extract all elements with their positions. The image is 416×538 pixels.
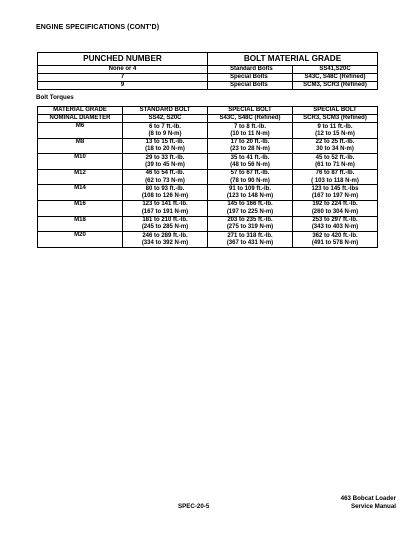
special-bolt-2-torque-cell: (260 to 304 N-m) [293, 208, 378, 216]
bolt-size-cell: M12 [38, 169, 123, 177]
punched-table-row [38, 66, 378, 74]
torque-table-row [38, 154, 378, 162]
torque-table-row [38, 232, 378, 240]
torque-table-row [38, 138, 378, 146]
special-bolt-2-torque-cell: 45 to 52 ft.-lb. [293, 154, 378, 162]
torque-table-row [38, 208, 378, 216]
bolt-size-cell [38, 130, 123, 138]
special-bolt-2-torque-cell: 362 to 420 ft.-lb. [293, 232, 378, 240]
bolt-material-grade-header: BOLT MATERIAL GRADE [208, 53, 378, 66]
special-bolt-1-torque-cell: 35 to 41 ft.-lb. [208, 154, 293, 162]
bolt-size-cell [38, 161, 123, 169]
standard-bolt-torque-cell: (245 to 285 N-m) [123, 224, 208, 232]
bolt-size-cell: M16 [38, 200, 123, 208]
special-bolt-2-torque-cell: 9 to 11 ft.-lb. [293, 123, 378, 131]
special-bolt-2-torque-cell: ( 103 to 118 N-m) [293, 177, 378, 185]
bolt-size-cell: M18 [38, 216, 123, 224]
punched-table-row [38, 74, 378, 82]
punched-table-header-row [38, 53, 378, 66]
material-grade-cell: S43C, S48C (Refined) [293, 74, 378, 82]
material-grade-header: MATERIAL GRADE [38, 107, 123, 115]
page-title: ENGINE SPECIFICATIONS (CONT'D) [36, 24, 160, 31]
special-bolt-1-torque-cell: 203 to 235 ft.-lb. [208, 216, 293, 224]
torque-table-row [38, 123, 378, 131]
bolt-size-cell: M6 [38, 123, 123, 131]
standard-bolt-torque-cell: 46 to 54 ft.-lb. [123, 169, 208, 177]
torque-table-row [38, 239, 378, 247]
standard-bolt-torque-cell: 13 to 15 ft.-lb. [123, 138, 208, 146]
special-bolt-2-torque-cell: 253 to 297 ft.-lb. [293, 216, 378, 224]
bolt-size-cell: M10 [38, 154, 123, 162]
special-bolt-header-2: SPECIAL BOLT [293, 107, 378, 115]
bolt-size-cell [38, 239, 123, 247]
special-bolt-1-torque-cell: 17 to 20 ft.-lb. [208, 138, 293, 146]
torque-table-row [38, 130, 378, 138]
footer-title [316, 495, 396, 511]
standard-bolt-torque-cell: (334 to 392 N-m) [123, 239, 208, 247]
special-bolt-2-torque-cell: (491 to 578 N-m) [293, 239, 378, 247]
punched-number-header: PUNCHED NUMBER [38, 53, 208, 66]
special-bolt-1-torque-cell: (23 to 28 N-m) [208, 146, 293, 154]
special-bolt-1-torque-cell: 271 to 318 ft.-lb. [208, 232, 293, 240]
standard-bolt-torque-cell: (18 to 20 N-m) [123, 146, 208, 154]
special-bolt-1-torque-cell: 91 to 109 ft.-lb. [208, 185, 293, 193]
bolt-size-cell: M14 [38, 185, 123, 193]
torque-table-row [38, 200, 378, 208]
torque-table-row [38, 216, 378, 224]
special-bolt-1-torque-cell: (123 to 148 N-m) [208, 193, 293, 201]
bolt-size-cell: M20 [38, 232, 123, 240]
punched-table-row [38, 82, 378, 90]
standard-bolt-header: STANDARD BOLT [123, 107, 208, 115]
bolt-type-cell: Standard Bolts [208, 66, 293, 74]
standard-bolt-torque-cell: 246 to 289 ft.-lb. [123, 232, 208, 240]
footer-model: 463 Bobcat Loader [340, 495, 396, 502]
special-bolt-1-torque-cell: (367 to 431 N-m) [208, 239, 293, 247]
standard-bolt-torque-cell: 123 to 141 ft.-lb. [123, 200, 208, 208]
standard-bolt-torque-cell: (62 to 73 N-m) [123, 177, 208, 185]
standard-bolt-torque-cell: (108 to 126 N-m) [123, 193, 208, 201]
material-grade-cell: SCM3, SCR3 (Refined) [293, 82, 378, 90]
special-bolt-1-torque-cell: 145 to 166 ft.-lb. [208, 200, 293, 208]
special-bolt-1-torque-cell: (78 to 90 N-m) [208, 177, 293, 185]
bolt-size-cell [38, 193, 123, 201]
torque-subheader-row [38, 115, 378, 123]
special-bolt-2-torque-cell: (61 to 71 N-m) [293, 161, 378, 169]
footer-manual: Service Manual [350, 502, 396, 510]
special-bolt-2-torque-cell: (343 to 403 N-m) [293, 224, 378, 232]
bolt-size-cell [38, 224, 123, 232]
special-bolt-grade-1: S43C, S48C (Refined) [208, 115, 293, 123]
standard-bolt-torque-cell: (39 to 45 N-m) [123, 161, 208, 169]
special-bolt-1-torque-cell: (48 to 56 N-m) [208, 161, 293, 169]
nominal-diameter-header: NOMINAL DIAMETER [38, 115, 123, 123]
bolt-torques-table [37, 106, 378, 248]
special-bolt-header-1: SPECIAL BOLT [208, 107, 293, 115]
bolt-type-cell: Special Bolts [208, 82, 293, 90]
torque-table-row [38, 146, 378, 154]
special-bolt-2-torque-cell: 22 to 25 ft.-lb. [293, 138, 378, 146]
standard-bolt-torque-cell: (167 to 191 N-m) [123, 208, 208, 216]
special-bolt-1-torque-cell: 57 to 67 ft.-lb. [208, 169, 293, 177]
special-bolt-1-torque-cell: (275 to 319 N-m) [208, 224, 293, 232]
material-grade-cell: SS41,S20C [293, 66, 378, 74]
bolt-torques-label: Bolt Torques [36, 94, 74, 101]
standard-bolt-torque-cell: 29 to 33 ft.-lb. [123, 154, 208, 162]
special-bolt-2-torque-cell: 123 to 145 ft.-lbs [293, 185, 378, 193]
special-bolt-grade-2: SCR3, SCM3 (Refined) [293, 115, 378, 123]
standard-bolt-torque-cell: (8 to 9 N-m) [123, 130, 208, 138]
bolt-size-cell [38, 177, 123, 185]
special-bolt-2-torque-cell: 192 to 224 ft.-lb. [293, 200, 378, 208]
bolt-size-cell [38, 208, 123, 216]
special-bolt-2-torque-cell: (12 to 15 N-m) [293, 130, 378, 138]
special-bolt-1-torque-cell: (10 to 11 N-m) [208, 130, 293, 138]
torque-table-row [38, 177, 378, 185]
special-bolt-2-torque-cell: 30 to 34 N-m) [293, 146, 378, 154]
punched-number-table [37, 52, 378, 90]
torque-table-row [38, 185, 378, 193]
bolt-size-cell [38, 146, 123, 154]
torque-header-row [38, 107, 378, 115]
punched-number-cell: 7 [38, 74, 208, 82]
torque-table-row [38, 169, 378, 177]
standard-bolt-torque-cell: 181 to 210 ft.-lb. [123, 216, 208, 224]
bolt-size-cell: M8 [38, 138, 123, 146]
bolt-type-cell: Special Bolts [208, 74, 293, 82]
special-bolt-2-torque-cell: (167 to 197 N-m) [293, 193, 378, 201]
standard-bolt-torque-cell: 80 to 93 ft.-lb. [123, 185, 208, 193]
special-bolt-1-torque-cell: 7 to 8 ft.-lb. [208, 123, 293, 131]
standard-bolt-torque-cell: 6 to 7 ft.-lb. [123, 123, 208, 131]
special-bolt-2-torque-cell: 76 to 87 ft.-lb. [293, 169, 378, 177]
torque-table-row [38, 224, 378, 232]
punched-number-cell: None or 4 [38, 66, 208, 74]
torque-table-row [38, 193, 378, 201]
standard-bolt-grade: SS42, S20C [123, 115, 208, 123]
page-number: SPEC-20-5 [178, 503, 210, 510]
torque-table-row [38, 161, 378, 169]
punched-number-cell: 9 [38, 82, 208, 90]
special-bolt-1-torque-cell: (197 to 225 N-m) [208, 208, 293, 216]
